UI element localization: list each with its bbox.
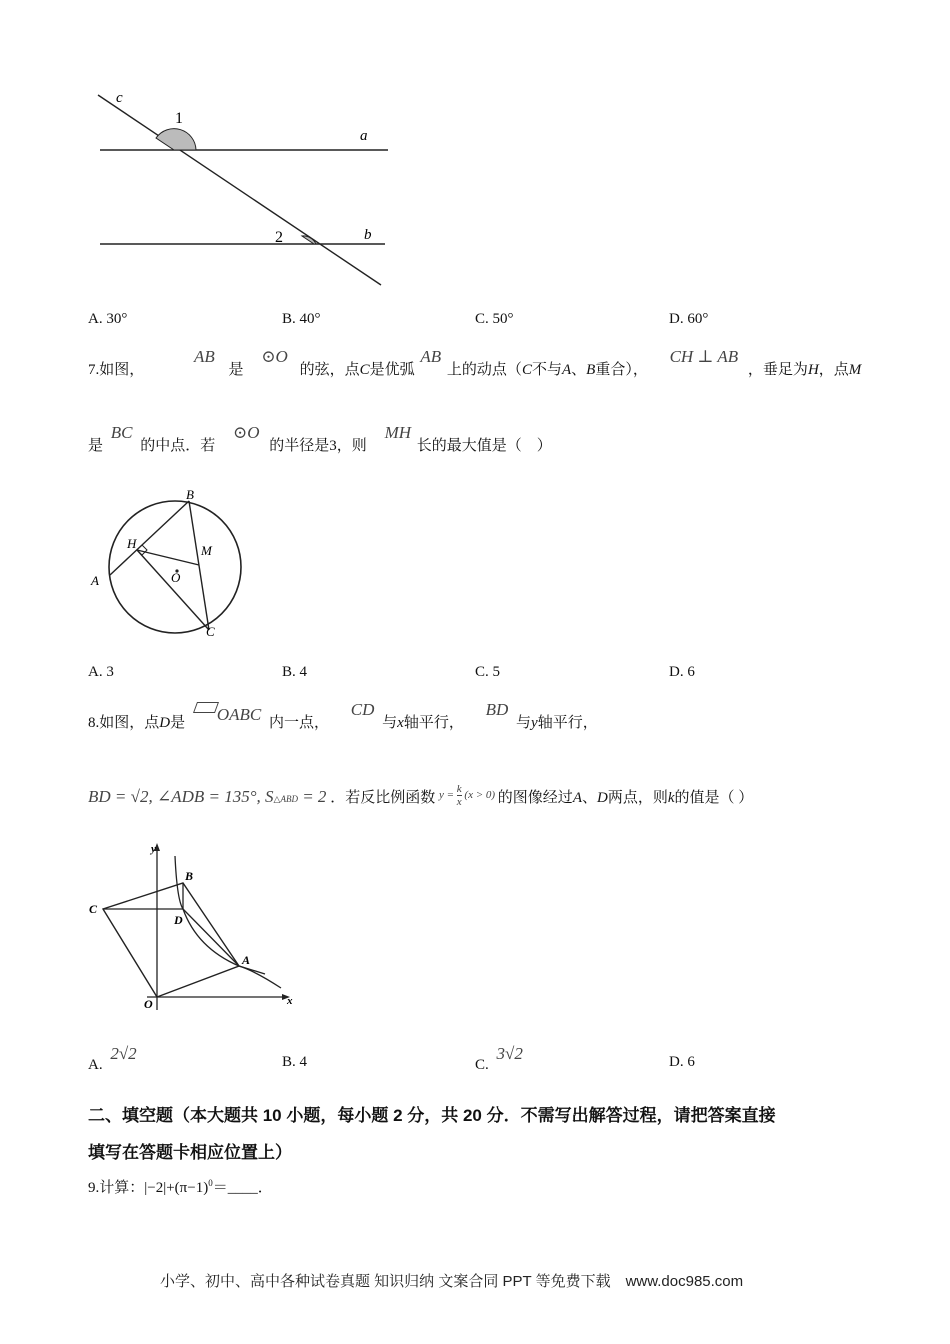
svg-text:O: O [171, 570, 181, 585]
svg-text:x: x [287, 995, 293, 1007]
svg-text:B: B [186, 487, 194, 502]
svg-text:H: H [127, 536, 137, 551]
q6-option-a: A. 30° [88, 311, 128, 327]
section-2-heading-line1: 二、填空题（本大题共 10 小题，每小题 2 分，共 20 分．不需写出解答过程，请把答案直接 [88, 1106, 776, 1125]
q8-option-c: C. 3√2 [475, 1044, 523, 1073]
svg-text:C: C [206, 624, 215, 639]
svg-text:A: A [91, 573, 99, 588]
q9: 9.计算：$|-2|+(\pi-1)^0=\_\_\_\_$． [88, 1178, 273, 1196]
svg-text:A: A [242, 953, 251, 967]
q7-option-d: D. 6 [669, 664, 695, 680]
q6-option-d: D. 60° [669, 311, 709, 327]
q8-option-a: A. 2√2 [88, 1044, 137, 1073]
svg-text:C: C [89, 902, 98, 916]
label-c: c [116, 90, 123, 106]
line-c [98, 95, 381, 285]
q8-line2: BD = √2, ∠ADB = 135°, S△ABD = 2 ．若反比例函数 $^{y = \frac{k}{x} (x > 0)}$ 的图像经过A、D两点，则k的值是（ ） [88, 782, 754, 808]
footer: 小学、初中、高中各种试卷真题 知识归纳 文案合同 PPT 等免费下载 www.doc985.com [160, 1273, 744, 1290]
parallelogram-oabc [103, 883, 239, 997]
q6-option-c: C. 50° [475, 311, 514, 327]
parallelogram-icon [193, 702, 219, 713]
svg-text:y: y [151, 843, 156, 855]
label-2: 2 [275, 229, 283, 246]
svg-text:M: M [201, 543, 212, 558]
q7-option-b: B. 4 [282, 664, 308, 680]
q8-option-b: B. 4 [282, 1054, 308, 1070]
q6-option-b: B. 40° [282, 311, 321, 327]
q7-figure [85, 485, 255, 645]
q7-option-a: A. 3 [88, 664, 114, 680]
label-a: a [360, 128, 368, 144]
section-2-heading-line2: 填写在答题卡相应位置上） [88, 1143, 292, 1162]
svg-text:B: B [185, 869, 194, 883]
q6-figure [90, 85, 400, 295]
q8-figure [85, 840, 305, 1015]
q8-option-d: D. 6 [669, 1054, 695, 1070]
q8-line1: 8.如图，点D是 OABC 内一点， CD 与x轴平行， BD 与y轴平行， [88, 700, 598, 731]
q7-line2: 是 BC 的中点．若 ⊙O 的半径是3，则 MH 长的最大值是（ ） [88, 423, 552, 454]
svg-text:D: D [174, 913, 183, 927]
label-1: 1 [175, 110, 183, 127]
circle-o [109, 501, 241, 633]
label-b: b [364, 227, 372, 243]
q7-option-c: C. 5 [475, 664, 501, 680]
q7-line1: 7.如图， AB 是 ⊙O 的弦，点C是优弧 AB 上的动点（C不与A、B重合）， CH ⊥ AB ，垂足为H，点M [88, 347, 862, 378]
svg-text:O: O [144, 997, 153, 1011]
angle-1-mark [156, 129, 196, 150]
